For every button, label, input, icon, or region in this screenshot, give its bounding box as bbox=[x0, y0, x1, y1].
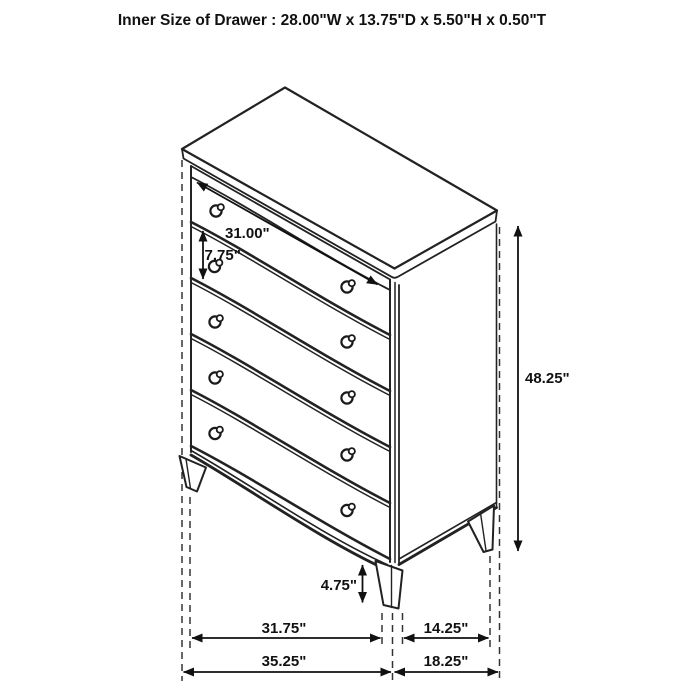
dimension-label: 4.75" bbox=[320, 577, 357, 594]
dimension-label: 14.25" bbox=[423, 620, 469, 637]
dimension-front-width bbox=[192, 620, 381, 638]
dimension-overall-height bbox=[518, 226, 570, 551]
front-center-leg bbox=[376, 561, 403, 609]
dimension-label: 35.25" bbox=[261, 653, 307, 670]
dimension-label: 48.25" bbox=[525, 370, 570, 387]
dimension-overall-width bbox=[184, 653, 392, 672]
dimension-label: 31.00" bbox=[225, 225, 270, 242]
chest-face-fills bbox=[182, 88, 497, 567]
dimension-overall-depth bbox=[395, 653, 499, 672]
dimension-label: 18.25" bbox=[423, 653, 469, 670]
page-title: Inner Size of Drawer : 28.00"W x 13.75"D x 5.50"H x 0.50"T bbox=[117, 12, 547, 29]
dimension-side-depth bbox=[404, 620, 489, 638]
dimension-label: 7.75" bbox=[204, 247, 241, 264]
dimension-label: 31.75" bbox=[261, 620, 307, 637]
dimension-leg-height bbox=[321, 565, 363, 603]
